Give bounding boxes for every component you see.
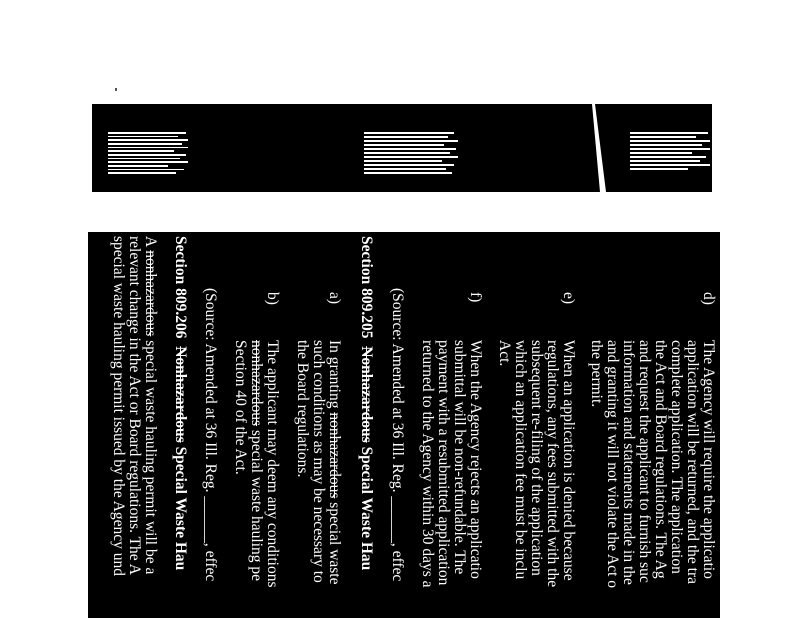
- item-d-line-1: The Agency will require the applicatio: [700, 340, 717, 579]
- barcode-center: [364, 132, 458, 174]
- item-e-line-4: which an application fee must be inclu: [512, 340, 529, 580]
- item-a-line-1-pre: In granting: [326, 340, 343, 413]
- item-e-label: e): [560, 292, 577, 305]
- scan-speck: [115, 88, 117, 91]
- page-text-rotated: [88, 232, 720, 618]
- item-f-line-4: returned to the Agency within 30 days a: [419, 340, 436, 588]
- item-d-label: d): [700, 292, 717, 305]
- item-a-line-2: such conditions as may be necessary to: [310, 340, 327, 583]
- item-d-line-2: application will be returned, and the tra: [684, 340, 701, 585]
- item-d-line-3: complete application. The application: [668, 340, 685, 574]
- item-f-line-1: When the Agency rejects an applicatio: [467, 340, 484, 579]
- item-b-line-3: Section 40 of the Act.: [232, 340, 249, 475]
- paragraph-line-2: relevant change in the Act or Board regulations. The A: [126, 236, 143, 575]
- item-e-line-3: subsequent re-filing of the application: [528, 340, 545, 576]
- section-809-205-heading: [359, 236, 375, 570]
- barcode-right: [630, 132, 710, 174]
- paragraph-line-1-struck: nonhazardous: [142, 250, 159, 337]
- section-809-206-struck: Nonhazardous: [172, 346, 189, 443]
- section-809-206-number: Section 809.206: [172, 236, 189, 339]
- item-b-line-1: The applicant may deem any conditions: [264, 340, 281, 588]
- section-809-205-title: Special Waste Hau: [358, 442, 375, 571]
- item-b-line-2-post: special waste hauling pe: [248, 426, 265, 582]
- item-d-line-4: the Act and Board regulations. The Ag: [652, 340, 669, 579]
- item-e-line-5: Act.: [496, 340, 513, 367]
- item-d-line-6: information and statements made in the: [620, 340, 637, 585]
- item-e-line-2: regulations, any fees submitted with the: [544, 340, 561, 588]
- item-a-label: a): [326, 292, 343, 305]
- item-a-line-1-post: special waste: [326, 498, 343, 585]
- item-d-line-5: and request the applicant to furnish suc: [636, 340, 653, 583]
- section-809-205-number: Section 809.205: [358, 236, 375, 339]
- item-f-line-3: payment with a resubmitted application: [435, 340, 452, 586]
- item-a-line-1-struck: nonhazardous: [326, 412, 343, 499]
- item-e-line-1: When an application is denied because: [560, 340, 577, 581]
- item-b-line-2: [249, 340, 265, 581]
- item-d-line-7: and granting it will not violate the Act o: [604, 340, 621, 588]
- paragraph-line-1: [143, 236, 159, 574]
- item-f-label: f): [467, 292, 484, 303]
- item-a-line-1: [327, 340, 343, 585]
- paragraph-line-1-post: special waste hauling permit will be a: [142, 336, 159, 575]
- section-809-205-struck: Nonhazardous: [358, 346, 375, 443]
- item-b-label: b): [264, 292, 281, 305]
- item-f-line-2: submittal will be non-refundable. The: [451, 340, 468, 575]
- item-d-line-8: the permit.: [588, 340, 605, 408]
- paragraph-line-3: special waste hauling permit issued by the Agency und: [110, 236, 127, 577]
- source-note-2: (Source: Amended at 36 Ill. Reg. ______, effec: [202, 288, 219, 582]
- item-a-line-3: the Board regulations.: [294, 340, 311, 478]
- item-b-line-2-struck: nonhazardous: [248, 340, 265, 427]
- section-809-206-heading: [173, 236, 189, 570]
- source-note-1: (Source: Amended at 36 Ill. Reg. ______, effec: [389, 288, 406, 582]
- scanned-page-text: [88, 232, 720, 618]
- barcode-left: [108, 132, 188, 174]
- paragraph-line-1-pre: A: [142, 236, 159, 251]
- scan-header-band: [92, 104, 712, 192]
- section-809-206-title: Special Waste Hau: [172, 442, 189, 571]
- scan-fold-mark: [592, 104, 606, 192]
